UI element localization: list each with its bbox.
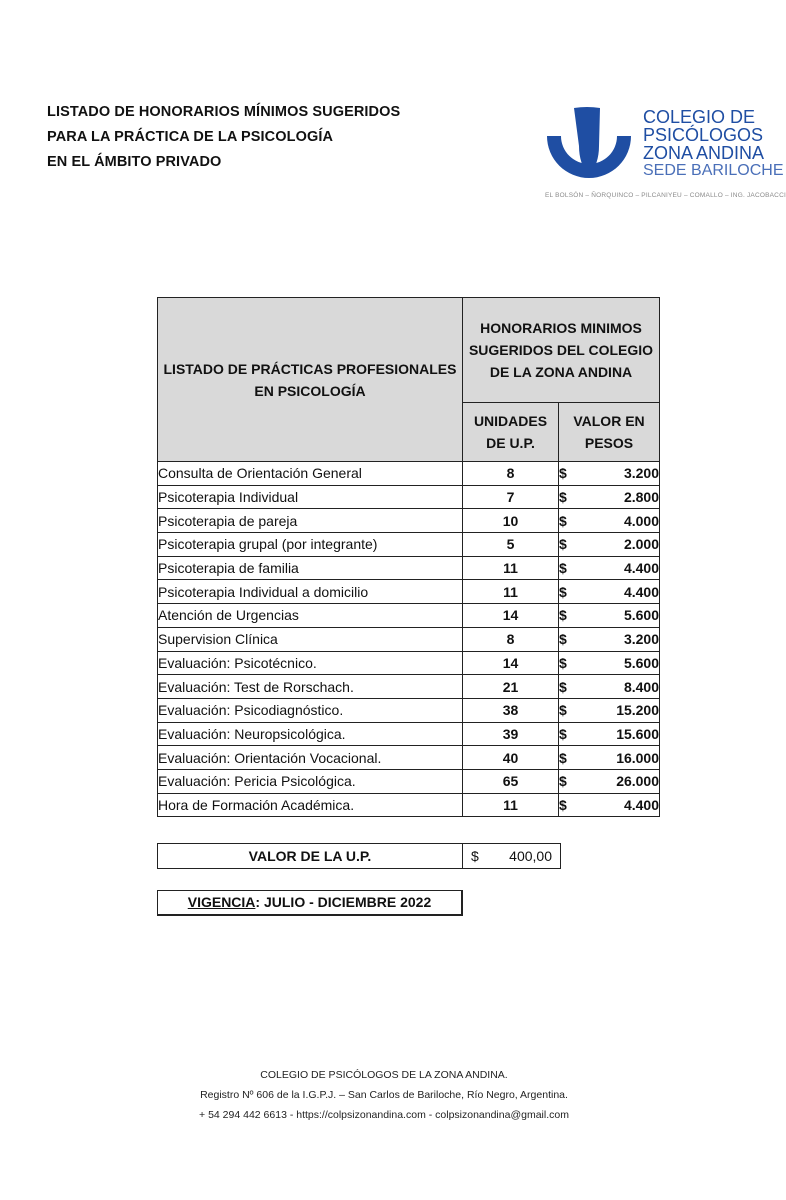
pesos-cell	[559, 793, 660, 817]
currency-symbol: $	[559, 489, 567, 506]
currency-symbol: $	[559, 465, 567, 482]
footer	[0, 1065, 768, 1125]
units-cell: 39	[463, 722, 559, 746]
table-row	[158, 533, 660, 557]
practice-name-cell: Psicoterapia Individual	[158, 485, 463, 509]
pesos-cell	[559, 627, 660, 651]
units-cell: 14	[463, 651, 559, 675]
units-cell: 7	[463, 485, 559, 509]
currency-symbol: $	[559, 536, 567, 553]
pesos-cell	[559, 509, 660, 533]
document-title	[47, 100, 400, 175]
pesos-amount: 15.200	[616, 702, 660, 719]
table-row	[158, 556, 660, 580]
currency-symbol: $	[559, 607, 567, 624]
practice-name-cell: Evaluación: Pericia Psicológica.	[158, 769, 463, 793]
units-cell: 11	[463, 556, 559, 580]
table-row	[158, 485, 660, 509]
practice-name-cell: Psicoterapia grupal (por integrante)	[158, 533, 463, 557]
practice-name-cell: Evaluación: Neuropsicológica.	[158, 722, 463, 746]
units-cell: 65	[463, 769, 559, 793]
practices-column-header: LISTADO DE PRÁCTICAS PROFESIONALES EN PSICOLOGÍA	[158, 298, 463, 462]
pesos-amount: 5.600	[623, 607, 660, 624]
practice-name-cell: Hora de Formación Académica.	[158, 793, 463, 817]
currency-symbol: $	[559, 560, 567, 577]
footer-line: + 54 294 442 6613 - https://colpsizonandina.com - colpsizonandina@gmail.com	[199, 1109, 569, 1121]
up-value-cell	[463, 844, 561, 869]
table-row	[158, 698, 660, 722]
pesos-cell	[559, 462, 660, 486]
pesos-cell	[559, 533, 660, 557]
practice-name-cell: Psicoterapia de familia	[158, 556, 463, 580]
pesos-amount: 3.200	[623, 631, 660, 648]
practice-name-cell: Evaluación: Orientación Vocacional.	[158, 746, 463, 770]
currency-symbol: $	[559, 796, 567, 813]
table-row	[158, 769, 660, 793]
practice-name-cell: Atención de Urgencias	[158, 604, 463, 628]
pesos-amount: 8.400	[623, 678, 660, 695]
currency-symbol: $	[559, 512, 567, 529]
table-row	[158, 722, 660, 746]
honorarios-column-header: HONORARIOS MINIMOS SUGERIDOS DEL COLEGIO DE LA ZONA ANDINA	[463, 298, 660, 403]
practice-name-cell: Consulta de Orientación General	[158, 462, 463, 486]
units-cell: 11	[463, 580, 559, 604]
units-cell: 14	[463, 604, 559, 628]
up-value-box	[157, 843, 561, 869]
vigencia-period: JULIO - DICIEMBRE 2022	[263, 894, 432, 910]
units-cell: 21	[463, 675, 559, 699]
pesos-cell	[559, 675, 660, 699]
practice-name-cell: Supervision Clínica	[158, 627, 463, 651]
table-row	[158, 604, 660, 628]
table-row	[158, 793, 660, 817]
practice-name-cell: Evaluación: Psicotécnico.	[158, 651, 463, 675]
logo-text-line: PSICÓLOGOS	[643, 125, 764, 145]
units-cell: 5	[463, 533, 559, 557]
table-row	[158, 746, 660, 770]
pesos-cell	[559, 722, 660, 746]
pesos-cell	[559, 580, 660, 604]
units-cell: 8	[463, 627, 559, 651]
pesos-amount: 2.800	[623, 489, 660, 506]
practice-name-cell: Evaluación: Psicodiagnóstico.	[158, 698, 463, 722]
logo-text-line: ZONA ANDINA	[643, 143, 765, 163]
table-row	[158, 627, 660, 651]
practice-name-cell: Evaluación: Test de Rorschach.	[158, 675, 463, 699]
currency-symbol: $	[559, 678, 567, 695]
pesos-amount: 5.600	[623, 654, 660, 671]
vigencia-label: VIGENCIA	[187, 894, 256, 910]
pesos-cell	[559, 769, 660, 793]
fees-table-body	[158, 462, 660, 817]
colegio-logo	[543, 104, 786, 204]
units-cell: 11	[463, 793, 559, 817]
fees-table	[157, 297, 660, 817]
table-row	[158, 580, 660, 604]
title-line: LISTADO DE HONORARIOS MÍNIMOS SUGERIDOS	[47, 104, 401, 120]
table-row	[158, 462, 660, 486]
logo-towns: EL BOLSÓN – ÑORQUINCO – PILCANIYEU – COMALLO – ING. JACOBACCI	[545, 192, 786, 199]
pesos-cell	[559, 604, 660, 628]
pesos-amount: 26.000	[616, 773, 660, 790]
footer-line: COLEGIO DE PSICÓLOGOS DE LA ZONA ANDINA.	[260, 1069, 508, 1081]
title-line: PARA LA PRÁCTICA DE LA PSICOLOGÍA	[47, 129, 334, 145]
logo-text-line: COLEGIO DE	[643, 107, 756, 127]
pesos-cell	[559, 746, 660, 770]
pesos-cell	[559, 485, 660, 509]
currency-symbol: $	[559, 702, 567, 719]
title-line: EN EL ÁMBITO PRIVADO	[47, 154, 222, 170]
psi-emblem-icon	[543, 106, 635, 188]
pesos-amount: 2.000	[623, 536, 660, 553]
pesos-column-header: VALOR EN PESOS	[559, 403, 660, 462]
pesos-amount: 4.400	[623, 796, 660, 813]
table-row	[158, 651, 660, 675]
units-cell: 40	[463, 746, 559, 770]
pesos-amount: 16.000	[616, 749, 660, 766]
currency-symbol: $	[559, 749, 567, 766]
logo-text-line: SEDE BARILOCHE	[643, 162, 784, 179]
pesos-amount: 4.400	[623, 560, 660, 577]
pesos-amount: 15.600	[616, 725, 660, 742]
pesos-amount: 4.000	[623, 512, 660, 529]
pesos-amount: 3.200	[623, 465, 660, 482]
table-row	[158, 675, 660, 699]
practice-name-cell: Psicoterapia Individual a domicilio	[158, 580, 463, 604]
currency-symbol: $	[471, 848, 479, 864]
pesos-cell	[559, 698, 660, 722]
currency-symbol: $	[559, 631, 567, 648]
units-column-header: UNIDADES DE U.P.	[463, 403, 559, 462]
vigencia-box	[157, 890, 463, 916]
units-cell: 10	[463, 509, 559, 533]
pesos-cell	[559, 651, 660, 675]
pesos-amount: 4.400	[623, 583, 660, 600]
up-value-amount: 400,00	[509, 848, 552, 864]
vigencia-colon: :	[255, 894, 261, 910]
currency-symbol: $	[559, 773, 567, 790]
up-value-label: VALOR DE LA U.P.	[158, 844, 463, 869]
currency-symbol: $	[559, 583, 567, 600]
currency-symbol: $	[559, 654, 567, 671]
table-row	[158, 509, 660, 533]
practice-name-cell: Psicoterapia de pareja	[158, 509, 463, 533]
pesos-cell	[559, 556, 660, 580]
units-cell: 8	[463, 462, 559, 486]
units-cell: 38	[463, 698, 559, 722]
footer-line: Registro Nº 606 de la I.G.P.J. – San Carlos de Bariloche, Río Negro, Argentina.	[200, 1089, 568, 1101]
currency-symbol: $	[559, 725, 567, 742]
